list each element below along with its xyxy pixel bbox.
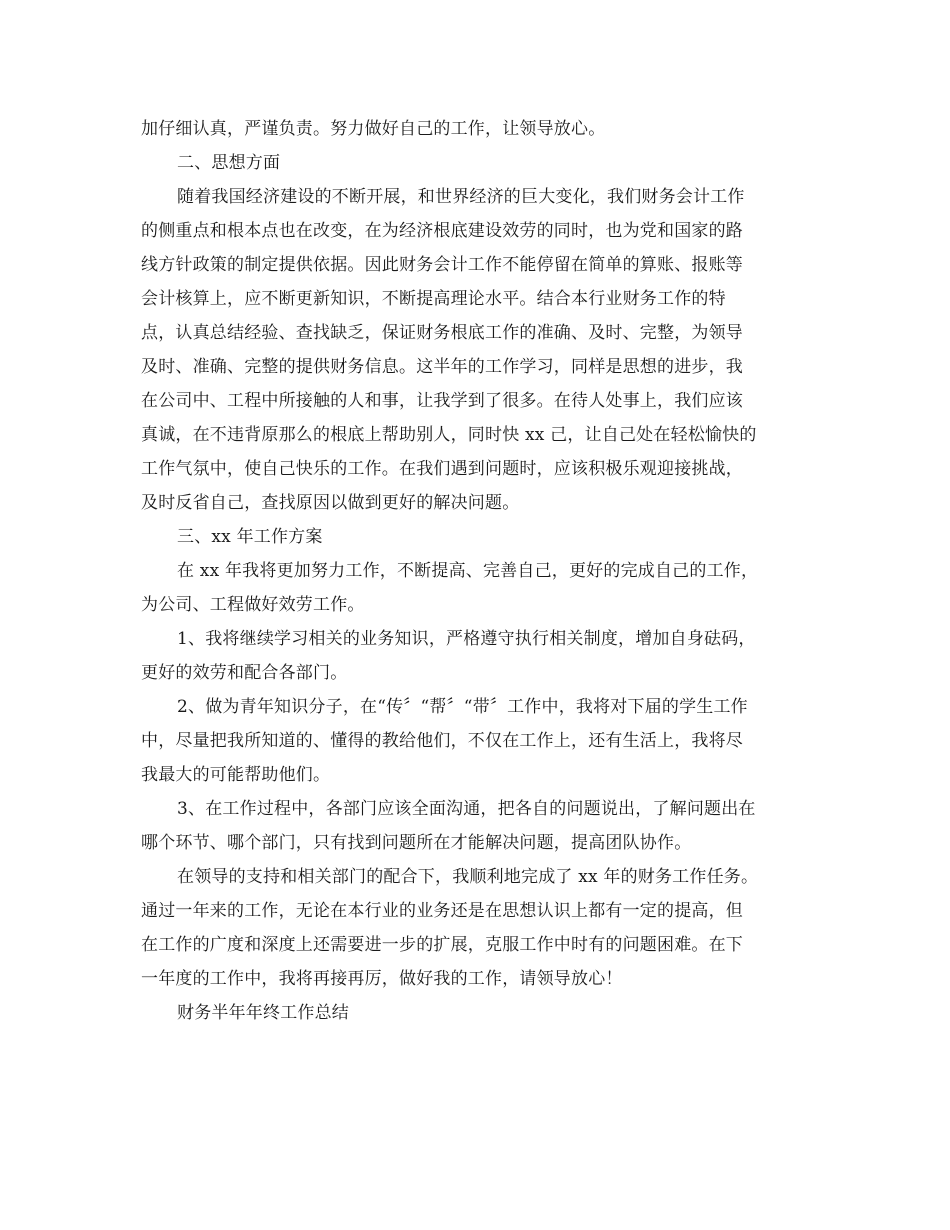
text-line: 的侧重点和根本点也在改变，在为经济根底建设效劳的同时，也为党和国家的路 bbox=[141, 221, 743, 241]
text-line: 真诚，在不违背原那么的根底上帮助别人，同时快 xx 己，让自己处在轻松愉快的 bbox=[141, 425, 757, 445]
text-line: 在领导的支持和相关部门的配合下，我顺利地完成了 xx 年的财务工作任务。 bbox=[177, 867, 759, 887]
list-item-1: 1、我将继续学习相关的业务知识，严格遵守执行相关制度，增加自身砝码， bbox=[177, 629, 756, 649]
text-line: 哪个环节、哪个部门，只有找到问题所在才能解决问题，提高团队协作。 bbox=[141, 833, 692, 853]
list-item-2: 2、做为青年知识分子，在“传〞“帮〞“带〞工作中，我将对下届的学生工作 bbox=[177, 697, 748, 717]
document-body bbox=[141, 112, 803, 1030]
text-line: 及时反省自己，查找原因以做到更好的解决问题。 bbox=[141, 493, 520, 513]
text-line: 为公司、工程做好效劳工作。 bbox=[141, 595, 365, 615]
next-document-title: 财务半年年终工作总结 bbox=[177, 1003, 349, 1023]
text-line: 我最大的可能帮助他们。 bbox=[141, 765, 331, 785]
text-line: 通过一年来的工作，无论在本行业的业务还是在思想认识上都有一定的提高，但 bbox=[141, 901, 743, 921]
list-item-3: 3、在工作过程中，各部门应该全面沟通，把各自的问题说出，了解问题出在 bbox=[177, 799, 756, 819]
section-heading-plan: 三、xx 年工作方案 bbox=[177, 527, 323, 547]
text-line: 在 xx 年我将更加努力工作，不断提高、完善自己，更好的完成自己的工作， bbox=[177, 561, 759, 581]
text-line: 加仔细认真，严谨负责。努力做好自己的工作，让领导放心。 bbox=[141, 119, 606, 139]
text-line: 及时、准确、完整的提供财务信息。这半年的工作学习，同样是思想的进步，我 bbox=[141, 357, 743, 377]
text-line: 工作气氛中，使自己快乐的工作。在我们遇到问题时，应该积极乐观迎接挑战， bbox=[141, 459, 743, 479]
text-line: 更好的效劳和配合各部门。 bbox=[141, 663, 348, 683]
text-line: 在工作的广度和深度上还需要进一步的扩展，克服工作中时有的问题困难。在下 bbox=[141, 935, 743, 955]
text-line: 中，尽量把我所知道的、懂得的教给他们，不仅在工作上，还有生活上，我将尽 bbox=[141, 731, 743, 751]
text-line: 在公司中、工程中所接触的人和事，让我学到了很多。在待人处事上，我们应该 bbox=[141, 391, 743, 411]
text-line: 线方针政策的制定提供依据。因此财务会计工作不能停留在简单的算账、报账等 bbox=[141, 255, 743, 275]
section-heading-thought: 二、思想方面 bbox=[177, 153, 281, 173]
text-line: 会计核算上，应不断更新知识，不断提高理论水平。结合本行业财务工作的特 bbox=[141, 289, 726, 309]
text-line: 一年度的工作中，我将再接再厉，做好我的工作，请领导放心！ bbox=[141, 969, 623, 989]
text-line: 点，认真总结经验、查找缺乏，保证财务根底工作的准确、及时、完整，为领导 bbox=[141, 323, 743, 343]
text-line: 随着我国经济建设的不断开展，和世界经济的巨大变化，我们财务会计工作 bbox=[177, 187, 745, 207]
